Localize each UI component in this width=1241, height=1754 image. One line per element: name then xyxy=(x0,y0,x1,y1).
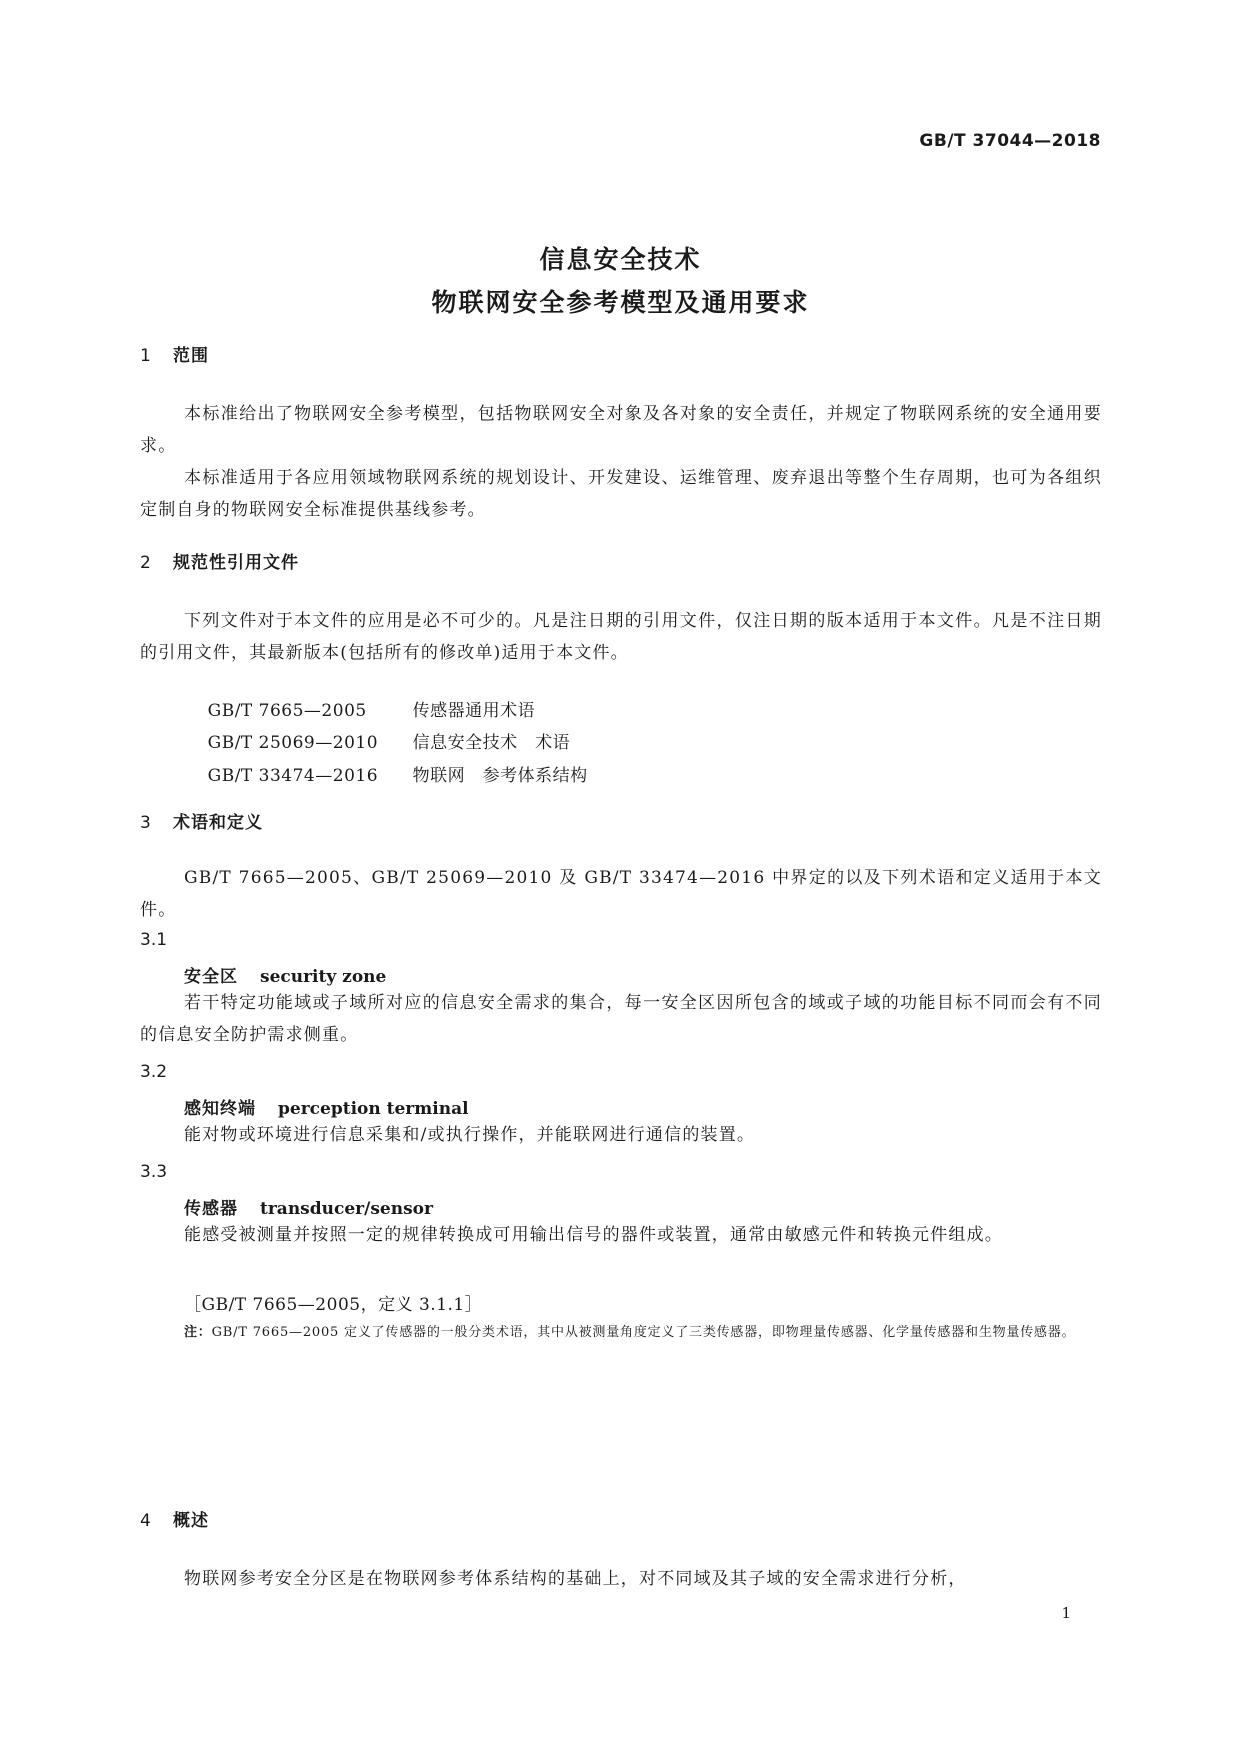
term-source: ［GB/T 7665—2005，定义 3.1.1］ xyxy=(184,1295,483,1315)
overview-paragraph: 物联网参考安全分区是在物联网参考体系结构的基础上，对不同域及其子域的安全需求进行分析， xyxy=(184,1569,967,1589)
term-english: perception terminal xyxy=(278,1099,469,1119)
term-number: 3.3 xyxy=(140,1162,168,1182)
note-label: 注： xyxy=(184,1325,212,1340)
section-heading-overview xyxy=(140,1506,209,1531)
scope-paragraph-2: 本标准适用于各应用领域物联网系统的规划设计、开发建设、运维管理、废弃退出等整个生存周期，也可为各组织定制自身的物联网安全标准提供基线参考。 xyxy=(140,468,1102,520)
term-english: transducer/sensor xyxy=(260,1199,433,1219)
section-heading-normative-references xyxy=(140,548,299,573)
term-heading xyxy=(184,962,386,987)
section-title: 概述 xyxy=(173,1511,209,1531)
section-heading-scope xyxy=(140,341,209,366)
section-number: 1 xyxy=(140,346,152,366)
reference-title: 信息安全技术 术语 xyxy=(412,733,571,753)
term-heading xyxy=(184,1094,469,1119)
term-number: 3.2 xyxy=(140,1062,168,1082)
reference-item xyxy=(184,741,588,806)
term-definition: 若干特定功能域或子域所对应的信息安全需求的集合，每一安全区因所包含的域或子域的功能目标不同而会有不同的信息安全防护需求侧重。 xyxy=(140,993,1102,1045)
terms-intro-paragraph: GB/T 7665—2005、GB/T 25069—2010 及 GB/T 33474—2016 中界定的以及下列术语和定义适用于本文件。 xyxy=(140,868,1102,920)
section-number: 2 xyxy=(140,553,152,573)
document-title-line2: 物联网安全参考模型及通用要求 xyxy=(431,288,810,317)
note-text: GB/T 7665—2005 定义了传感器的一般分类术语，其中从被测量角度定义了三类传感器，即物理量传感器、化学量传感器和生物量传感器。 xyxy=(211,1325,1076,1340)
term-english: security zone xyxy=(260,967,387,987)
term-definition: 能对物或环境进行信息采集和/或执行操作，并能联网进行通信的装置。 xyxy=(184,1125,756,1145)
reference-code: GB/T 7665—2005 xyxy=(207,701,367,721)
term-definition: 能感受被测量并按照一定的规律转换成可用输出信号的器件或装置，通常由敏感元件和转换元件组成。 xyxy=(184,1225,1003,1245)
term-chinese: 传感器 xyxy=(184,1199,238,1219)
term-note xyxy=(184,1320,1102,1346)
reference-code: GB/T 33474—2016 xyxy=(207,766,379,786)
page-number: 1 xyxy=(1061,1604,1071,1622)
section-title: 范围 xyxy=(173,346,209,366)
section-title: 术语和定义 xyxy=(173,813,263,833)
section-number: 4 xyxy=(140,1511,152,1531)
term-chinese: 感知终端 xyxy=(184,1099,256,1119)
references-paragraph: 下列文件对于本文件的应用是必不可少的。凡是注日期的引用文件，仅注日期的版本适用于本文件。凡是不注日期的引用文件，其最新版本(包括所有的修改单)适用于本文件。 xyxy=(140,611,1102,663)
term-heading xyxy=(184,1194,433,1219)
section-heading-terms xyxy=(140,808,263,833)
scope-paragraph-1: 本标准给出了物联网安全参考模型，包括物联网安全对象及各对象的安全责任，并规定了物联网系统的安全通用要求。 xyxy=(140,404,1102,456)
section-number: 3 xyxy=(140,813,152,833)
section-title: 规范性引用文件 xyxy=(173,553,299,573)
term-chinese: 安全区 xyxy=(184,967,238,987)
document-title-line1: 信息安全技术 xyxy=(539,245,702,274)
reference-code: GB/T 25069—2010 xyxy=(207,733,379,753)
term-number: 3.1 xyxy=(140,930,168,950)
standard-code: GB/T 37044—2018 xyxy=(919,131,1101,151)
reference-title: 物联网 参考体系结构 xyxy=(412,766,588,786)
reference-title: 传感器通用术语 xyxy=(412,701,536,721)
